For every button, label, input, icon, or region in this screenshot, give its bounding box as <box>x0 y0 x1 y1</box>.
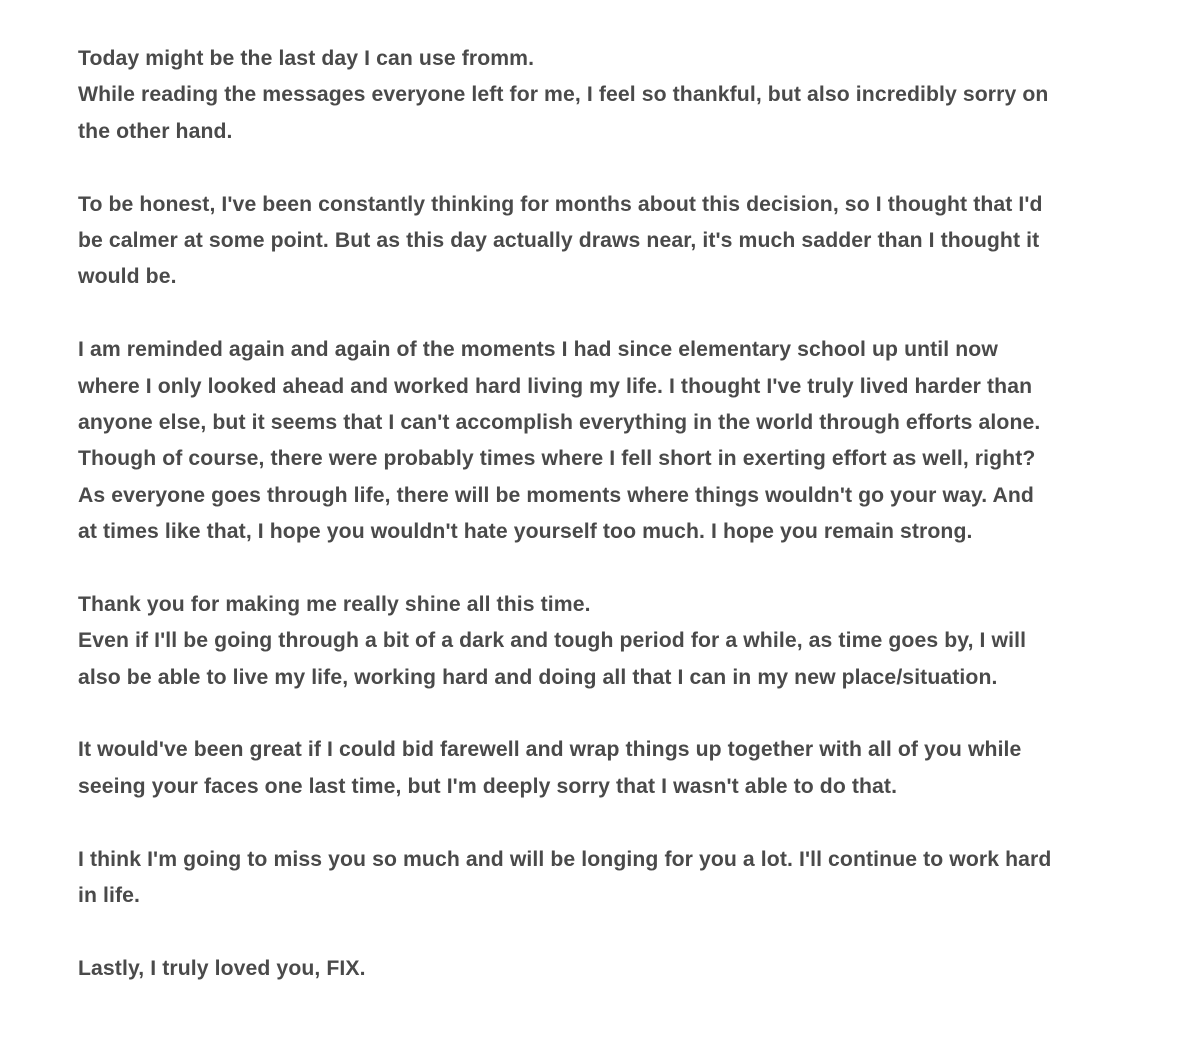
paragraph-gap <box>78 296 1140 332</box>
text-line: would be. <box>78 265 177 289</box>
letter-text <box>78 41 1140 987</box>
paragraph-gap <box>78 805 1140 841</box>
paragraph-7 <box>78 951 1140 987</box>
text-line: Thank you for making me really shine all this time. <box>78 592 591 616</box>
text-line: at times like that, I hope you wouldn't hate yourself too much. I hope you remain strong. <box>78 520 973 544</box>
text-line: Even if I'll be going through a bit of a dark and tough period for a while, as time goes by, I will <box>78 629 1027 653</box>
paragraph-3 <box>78 332 1140 550</box>
paragraph-6 <box>78 842 1140 915</box>
paragraph-1 <box>78 41 1140 150</box>
text-line: where I only looked ahead and worked hard living my life. I thought I've truly lived harder than <box>78 374 1033 398</box>
paragraph-gap <box>78 550 1140 586</box>
text-line: To be honest, I've been constantly thinking for months about this decision, so I thought that I'd <box>78 192 1043 216</box>
text-line: seeing your faces one last time, but I'm deeply sorry that I wasn't able to do that. <box>78 774 898 798</box>
text-line: anyone else, but it seems that I can't accomplish everything in the world through efforts alone. <box>78 410 1041 434</box>
paragraph-gap <box>78 696 1140 732</box>
text-line: I think I'm going to miss you so much and will be longing for you a lot. I'll continue to work hard <box>78 847 1052 871</box>
text-line: I am reminded again and again of the moments I had since elementary school up until now <box>78 338 998 362</box>
text-line: It would've been great if I could bid farewell and wrap things up together with all of you while <box>78 738 1022 762</box>
text-line: Though of course, there were probably times where I fell short in exerting effort as well, right? <box>78 447 1036 471</box>
text-line: As everyone goes through life, there will be moments where things wouldn't go your way. And <box>78 483 1034 507</box>
paragraph-gap <box>78 150 1140 186</box>
text-line: Today might be the last day I can use fromm. <box>78 47 535 70</box>
paragraph-5 <box>78 732 1140 805</box>
text-line: the other hand. <box>78 119 233 143</box>
paragraph-gap <box>78 914 1140 950</box>
paragraph-2 <box>78 187 1140 296</box>
text-line: in life. <box>78 883 141 907</box>
text-line: be calmer at some point. But as this day actually draws near, it's much sadder than I thought it <box>78 228 1040 252</box>
paragraph-4 <box>78 587 1140 696</box>
text-line: Lastly, I truly loved you, FIX. <box>78 956 366 980</box>
text-line: also be able to live my life, working hard and doing all that I can in my new place/situation. <box>78 665 998 689</box>
text-line: While reading the messages everyone left for me, I feel so thankful, but also incredibly sorry on <box>78 83 1049 107</box>
